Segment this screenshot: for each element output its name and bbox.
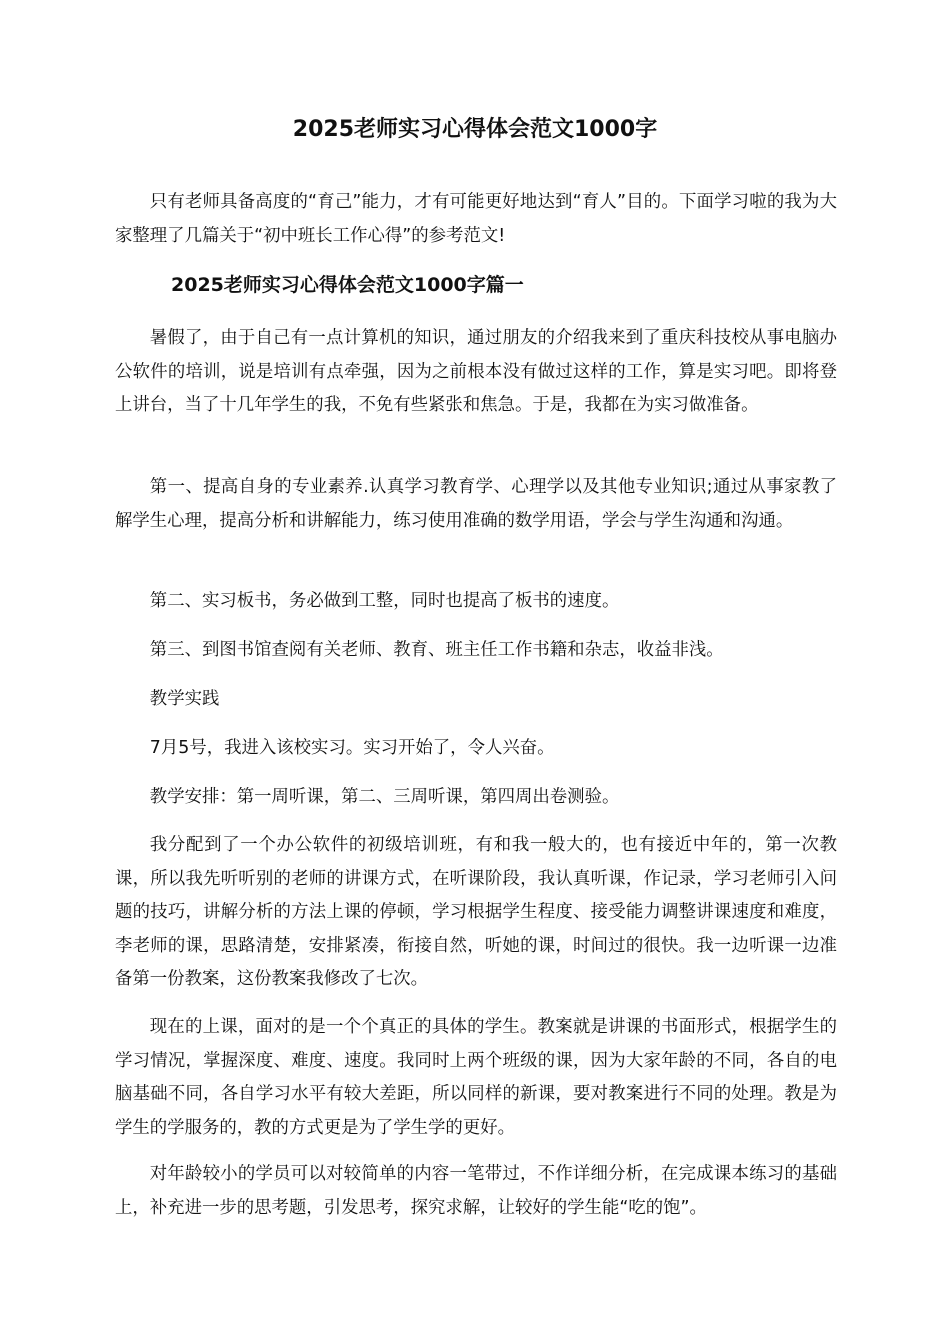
body-subheading-teaching-practice: 教学实践 xyxy=(149,689,220,709)
body-paragraph-1: 暑假了，由于自己有一点计算机的知识，通过朋友的介绍我来到了重庆科技校从事电脑办公软件的培训，说是培训有点牵强，因为之前根本没有做过这样的工作，算是实习吧。即将登上讲台，当了十几年学生的我，不免有些紧张和焦急。于是，我都在为实习做准备。 xyxy=(115,328,837,415)
body-paragraph-3: 第二、实习板书，务必做到工整，同时也提高了板书的速度。 xyxy=(149,591,620,611)
body-paragraph-8: 现在的上课，面对的是一个个真正的具体的学生。教案就是讲课的书面形式，根据学生的学习情况，掌握深度、难度、速度。我同时上两个班级的课，因为大家年龄的不同，各自的电脑基础不同，各自学习水平有较大差距，所以同样的新课，要对教案进行不同的处理。教是为学生的学服务的，教的方式更是为了学生学的更好。 xyxy=(115,1017,837,1138)
intro-paragraph: 只有老师具备高度的“育己”能力，才有可能更好地达到“育人”目的。下面学习啦的我为大家整理了几篇关于“初中班长工作心得”的参考范文! xyxy=(115,192,837,246)
body-paragraph-6: 教学安排：第一周听课，第二、三周听课，第四周出卷测验。 xyxy=(149,787,620,807)
body-paragraph-7: 我分配到了一个办公软件的初级培训班，有和我一般大的，也有接近中年的，第一次教课，所以我先听听别的老师的讲课方式，在听课阶段，我认真听课，作记录，学习老师引入问题的技巧，讲解分析的方法上课的停顿，学习根据学生程度、接受能力调整讲课速度和难度，李老师的课，思路清楚，安排紧凑，衔接自然，听她的课，时间过的很快。我一边听课一边准备第一份教案，这份教案我修改了七次。 xyxy=(115,835,837,989)
section-heading: 2025老师实习心得体会范文1000字篇一 xyxy=(171,274,524,296)
body-paragraph-2: 第一、提高自身的专业素养.认真学习教育学、心理学以及其他专业知识;通过从事家教了解学生心理，提高分析和讲解能力，练习使用准确的数学用语，学会与学生沟通和沟通。 xyxy=(115,477,837,531)
body-paragraph-4: 第三、到图书馆查阅有关老师、教育、班主任工作书籍和杂志，收益非浅。 xyxy=(149,640,724,660)
body-paragraph-9: 对年龄较小的学员可以对较简单的内容一笔带过，不作详细分析，在完成课本练习的基础上，补充进一步的思考题，引发思考，探究求解，让较好的学生能“吃的饱”。 xyxy=(115,1164,837,1218)
document-title: 2025老师实习心得体会范文1000字 xyxy=(292,117,658,142)
body-paragraph-5: 7月5号，我进入该校实习。实习开始了，令人兴奋。 xyxy=(149,738,555,758)
